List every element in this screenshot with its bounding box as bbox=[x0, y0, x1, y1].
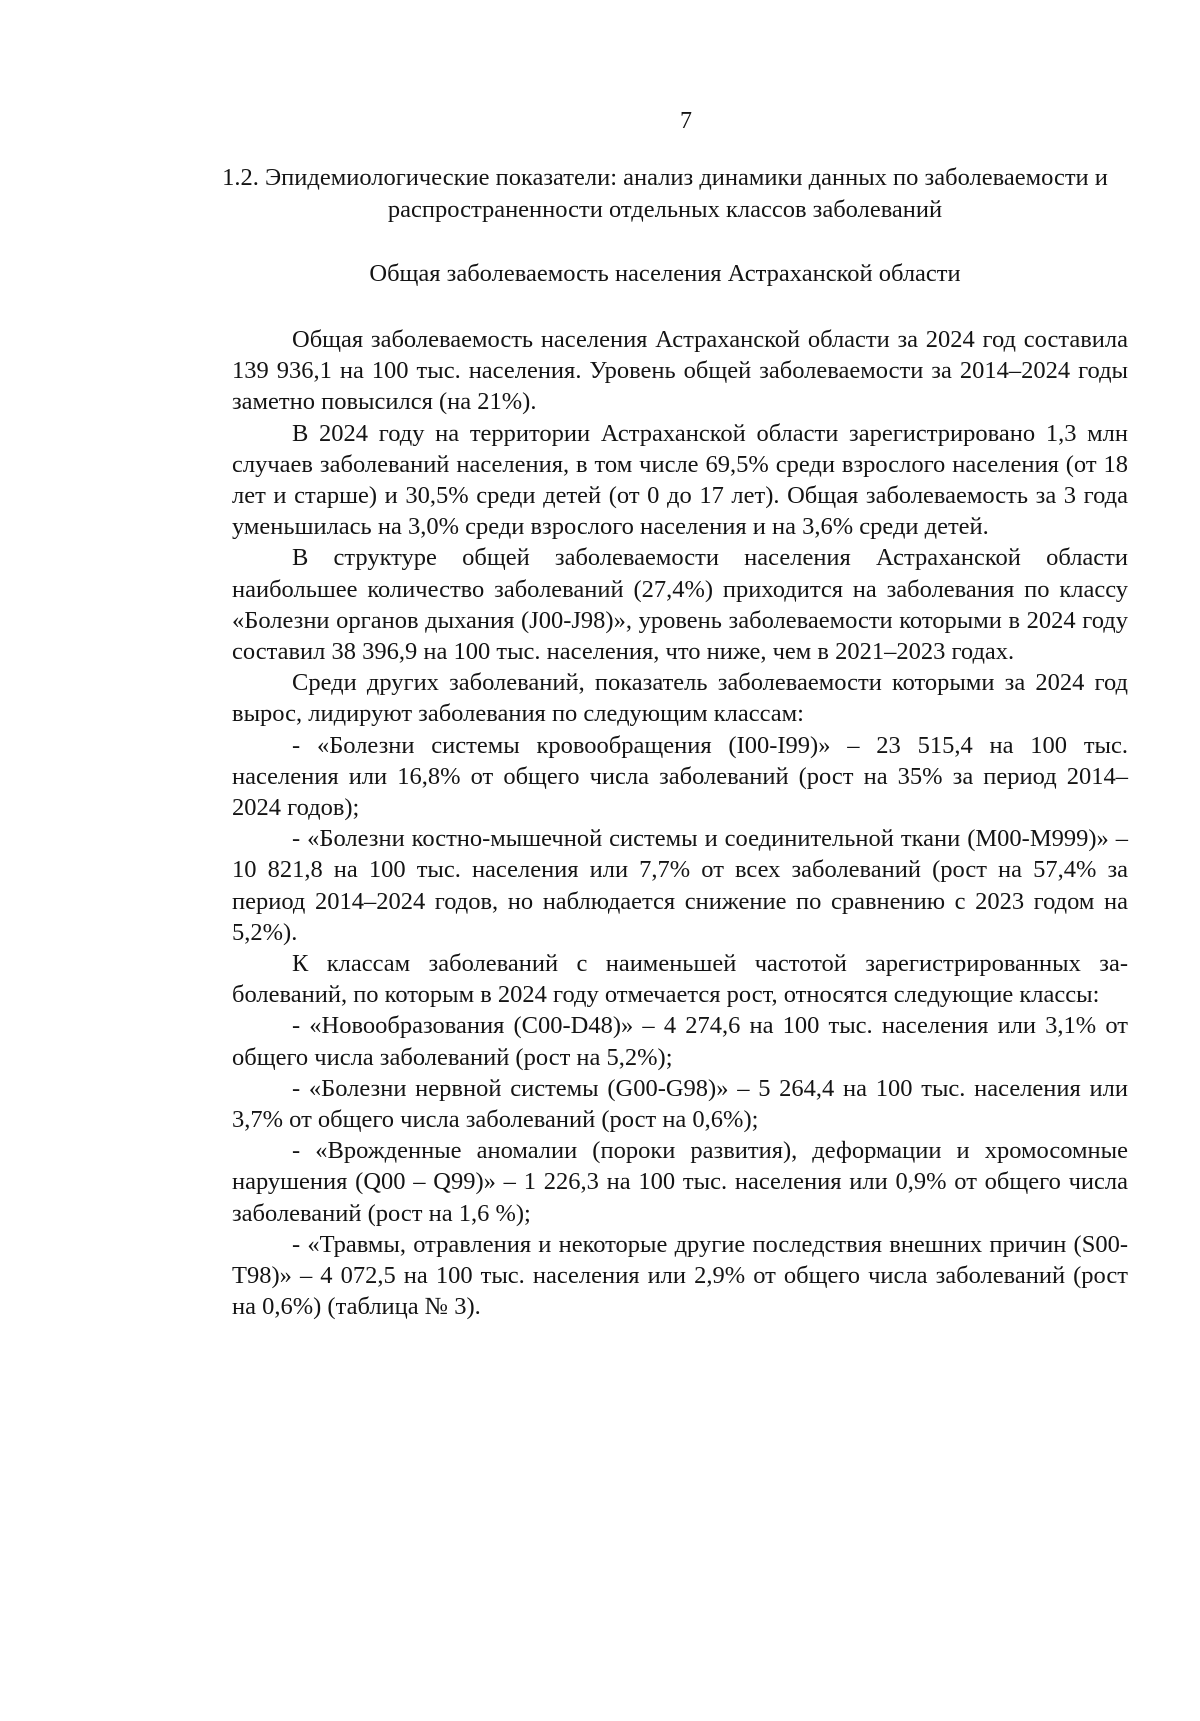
list-item-injuries: - «Травмы, отравления и некоторые другие последствия внешних причин (S00-T98)» – 4 072,5 на 100 тыс. населения или 2,9% от общего числа заболеваний (рост на 0,6%) (таблица № 3). bbox=[232, 1230, 1128, 1321]
page-number: 7 bbox=[680, 108, 692, 134]
paragraph-structure: В структуре общей заболеваемости населения Астраханской области наибольшее количество заболеваний (27,4%) приходится на заболевания по классу «Болезни органов дыхания (J00-J98)», уровень заболеваемости которыми в 2024 году составил 38 396,9 на 100 тыс. населения, что ниже, чем в 2021–2023 годах. bbox=[232, 544, 1128, 666]
sub-title: Общая заболеваемость населения Астраханской области bbox=[369, 260, 961, 287]
list-item-musculoskeletal: - «Болезни костно-мышечной системы и соединительной ткани (M00-M999)» – 10 821,8 на 100 тыс. населения или 7,7% от всех заболеваний (рост на 57,4% за период 2014–2024 годов, но наблюдается снижение по сравнению с 2023 годом на 5,2%). bbox=[232, 825, 1128, 946]
list-item-circulatory: - «Болезни системы кровообращения (I00-I99)» – 23 515,4 на 100 тыс. населения или 16,8% от общего числа заболеваний (рост на 35% за период 2014–2024 годов); bbox=[232, 731, 1128, 822]
paragraph-other-diseases: Среди других заболеваний, показатель заболеваемости которыми за 2024 год вырос, лидируют заболевания по следующим классам: bbox=[232, 669, 1128, 728]
body-text bbox=[232, 324, 1128, 1323]
paragraph-registered-cases: В 2024 году на территории Астраханской области зарегистрировано 1,3 млн случаев заболеваний населения, в том числе 69,5% среди взрослого населения (от 18 лет и старше) и 30,5% среди детей (от 0 до 17 лет). Общая заболеваемость за 3 года уменьшилась на 3,0% среди взрослого населения и на 3,6% среди детей. bbox=[232, 419, 1128, 541]
paragraph-lowest-frequency: К классам заболеваний с наименьшей частотой зарегистрированных заболеваний, по которым в 2024 году отмечается рост, относятся следующие классы: bbox=[232, 950, 1128, 1009]
list-item-congenital-anomalies: - «Врожденные аномалии (пороки развития), деформации и хромосомные нарушения (Q00 – Q99)» – 1 226,3 на 100 тыс. населения или 0,9% от общего числа заболеваний (рост на 1,6 %); bbox=[232, 1137, 1128, 1227]
paragraph-general-morbidity: Общая заболеваемость населения Астраханской области за 2024 год составила 139 936,1 на 100 тыс. населения. Уровень общей заболеваемости за 2014–2024 годы заметно повысился (на 21%). bbox=[232, 326, 1128, 416]
list-item-nervous-system: - «Болезни нервной системы (G00-G98)» – 5 264,4 на 100 тыс. населения или 3,7% от общего числа заболеваний (рост на 0,6%); bbox=[232, 1074, 1128, 1134]
list-item-neoplasms: - «Новообразования (C00-D48)» – 4 274,6 на 100 тыс. населения или 3,1% от общего числа заболеваний (рост на 5,2%); bbox=[232, 1012, 1128, 1071]
section-title: 1.2. Эпидемиологические показатели: анализ динамики данных по заболеваемости и распространенности отдельных классов заболеваний bbox=[222, 164, 1108, 223]
